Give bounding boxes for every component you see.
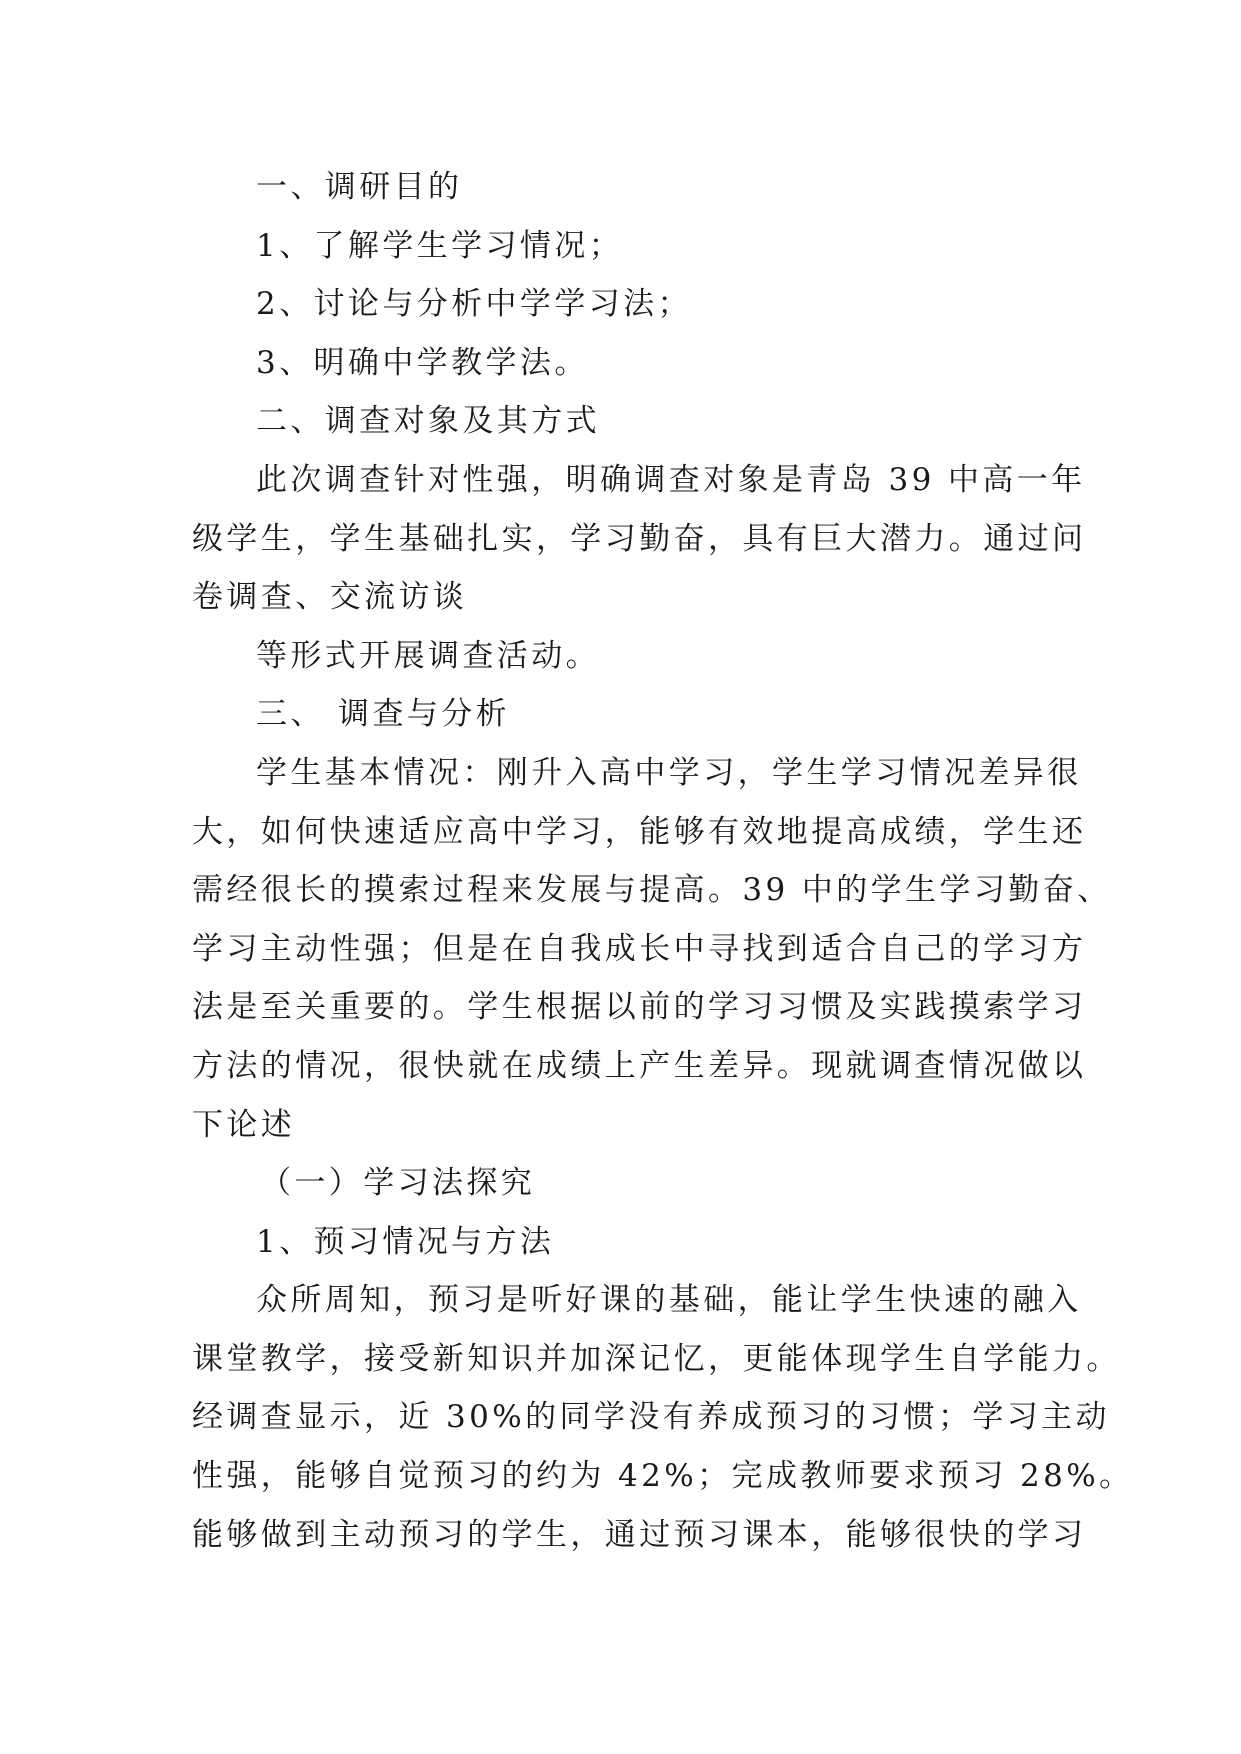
paragraph-line: 此次调查针对性强，明确调查对象是青岛 39 中高一年	[256, 461, 1086, 498]
paragraph-line: 需经很长的摸索过程来发展与提高。39 中的学生学习勤奋、	[192, 872, 1112, 909]
subheading-study-methods: （一）学习法探究	[260, 1165, 536, 1202]
paragraph-line: 众所周知，预习是听好课的基础，能让学生快速的融入	[256, 1282, 1082, 1319]
heading-survey-subjects: 二、调查对象及其方式	[256, 403, 600, 440]
paragraph-line: 课堂教学，接受新知识并加深记忆，更能体现学生自学能力。	[192, 1340, 1121, 1377]
subheading-preview: 1、预习情况与方法	[256, 1223, 555, 1260]
paragraph-line: 性强，能够自觉预习的约为 42%；完成教师要求预习 28%。	[192, 1458, 1134, 1495]
list-item: 3、明确中学教学法。	[256, 344, 589, 381]
list-item: 2、讨论与分析中学学习法；	[256, 286, 692, 323]
paragraph-line: 卷调查、交流访谈	[192, 579, 468, 616]
paragraph-line: 学习主动性强；但是在自我成长中寻找到适合自己的学习方	[192, 930, 1087, 967]
body-text	[192, 158, 1134, 1564]
paragraph-line: 大，如何快速适应高中学习，能够有效地提高成绩，学生还	[192, 813, 1087, 850]
paragraph-line: 方法的情况，很快就在成绩上产生差异。现就调查情况做以	[192, 1047, 1087, 1084]
paragraph-line: 下论述	[192, 1106, 296, 1143]
paragraph-line: 经调查显示，近 30%的同学没有养成预习的习惯；学习主动	[192, 1399, 1110, 1436]
paragraph-line: 法是至关重要的。学生根据以前的学习习惯及实践摸索学习	[192, 989, 1087, 1026]
paragraph-line: 能够做到主动预习的学生，通过预习课本，能够很快的学习	[192, 1516, 1087, 1553]
list-item: 1、了解学生学习情况；	[256, 227, 624, 264]
heading-research-purpose: 一、调研目的	[256, 169, 463, 205]
paragraph-line: 级学生，学生基础扎实，学习勤奋，具有巨大潜力。通过问	[192, 520, 1087, 557]
heading-survey-analysis: 三、 调查与分析	[256, 696, 511, 733]
paragraph-line: 学生基本情况：刚升入高中学习，学生学习情况差异很	[256, 754, 1082, 791]
paragraph-line: 等形式开展调查活动。	[256, 637, 600, 674]
